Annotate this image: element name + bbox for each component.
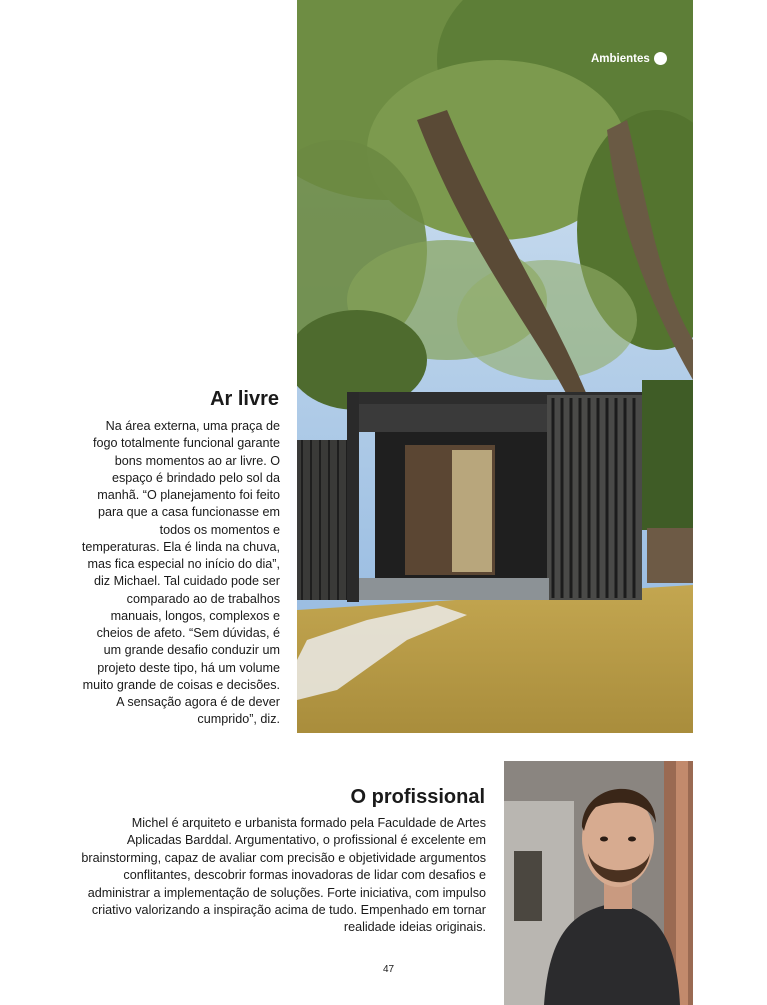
section-tag-label: Ambientes bbox=[591, 52, 650, 65]
profissional-heading: O profissional bbox=[350, 786, 485, 808]
section-tag bbox=[591, 52, 667, 65]
main-photo bbox=[297, 0, 693, 733]
ar-livre-body: Na área externa, uma praça de fogo totalmente funcional garante bons momentos ao ar livre. O espaço é brindado pelo sol da manhã. “O planejamento foi feito para que a casa funcionasse em todos os momentos e temperaturas. Ela é linda na chuva, mas fica especial no início do dia”, diz Michael. Tal cuidado pode ser comparado ao de trabalhos manuais, longos, complexos e cheios de afeto. “Sem dúvidas, é um grande desafio conduzir um projeto deste tipo, há um volume muito grande de coisas e decisões. A sensação agora é de dever cumprido”, diz. bbox=[81, 419, 280, 727]
cabin-garden-image bbox=[297, 0, 693, 733]
profissional-body: Michel é arquiteto e urbanista formado pela Faculdade de Artes Aplicadas Barddal. Argumentativo, o profissional é excelente em brainstorming, capaz de avaliar com precisão e objetividade argumentos conflitantes, descobrir formas inovadoras de lidar com desafios e administrar a implementação de soluções. Forte iniciativa, com impulso criativo valorizando a inspiração acima de tudo. Empenhado em tornar realidade ideias originais. bbox=[81, 816, 486, 935]
ar-livre-heading: Ar livre bbox=[210, 388, 279, 410]
portrait-photo bbox=[504, 761, 693, 1005]
architect-portrait-image bbox=[504, 761, 693, 1005]
page-number: 47 bbox=[383, 964, 395, 975]
circle-icon bbox=[654, 52, 667, 65]
